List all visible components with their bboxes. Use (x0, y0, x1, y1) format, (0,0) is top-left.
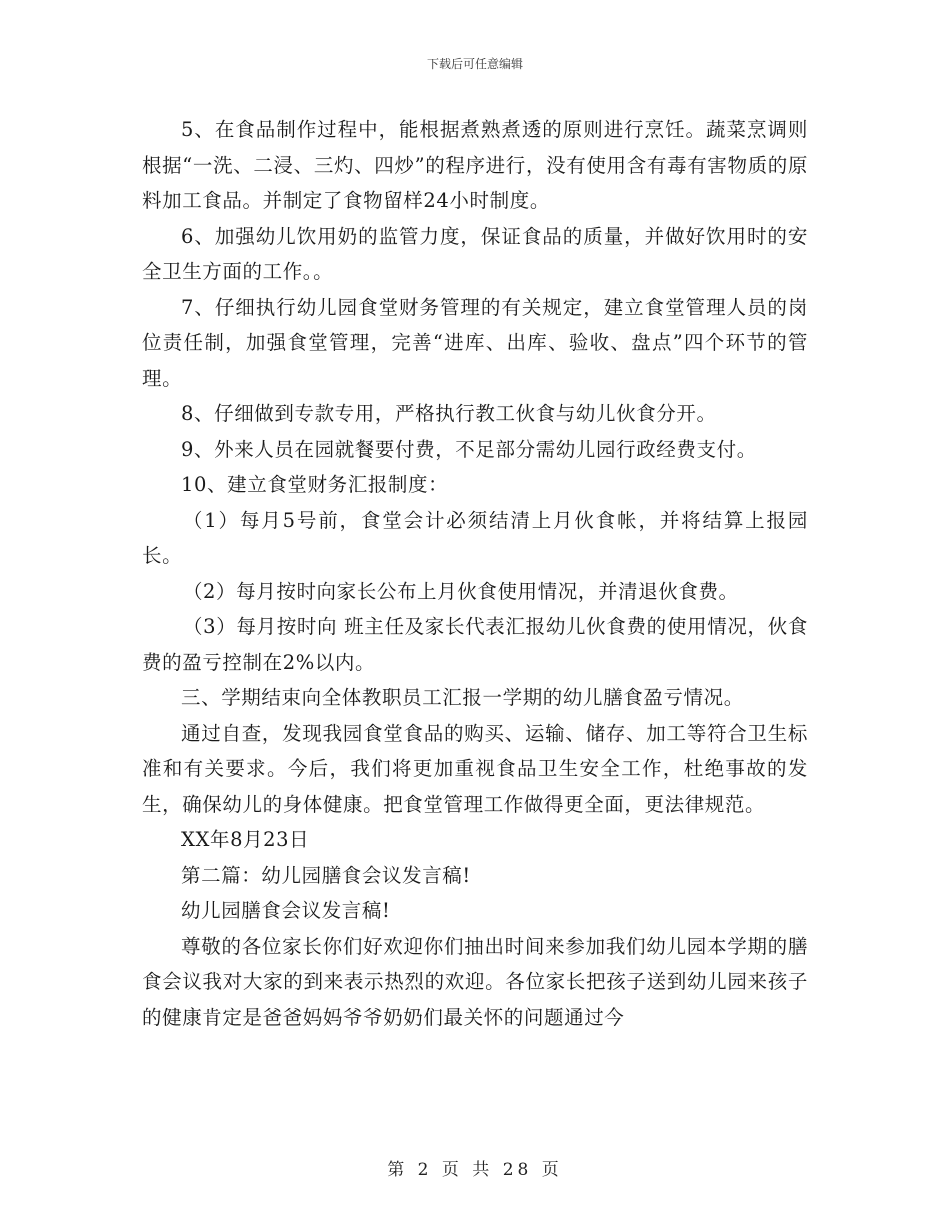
paragraph-item-10: 10、建立食堂财务汇报制度： (181, 473, 449, 496)
paragraph-date: XX年8月23日 (181, 828, 310, 851)
paragraph-section-three: 三、学期结束向全体教职员工汇报一学期的幼儿膳食盈亏情况。 (181, 686, 744, 709)
paragraph-item-7: 7、仔细执行幼儿园食堂财务管理的有关规定，建立食堂管理人员的岗位责任制，加强食堂管理，完善“进库、出库、验收、盘点”四个环节的管理。 (142, 295, 808, 390)
paragraph-subitem-1: （1）每月5号前，食堂会计必须结清上月伙食帐，并将结算上报园长。 (142, 508, 808, 567)
page-header-note: 下载后可任意编辑 (426, 57, 523, 71)
paragraph-speech-opening: 尊敬的各位家长你们好欢迎你们抽出时间来参加我们幼儿园本学期的膳食会议我对大家的到来表示热烈的欢迎。各位家长把孩子送到幼儿园来孩子的健康肯定是爸爸妈妈爷爷奶奶们最关怀的问题通过今 (142, 934, 808, 1029)
paragraph-item-5: 5、在食品制作过程中，能根据煮熟煮透的原则进行烹饪。蔬菜烹调则根据“一洗、二浸、三灼、四炒”的程序进行，没有使用含有毒有害物质的原料加工食品。并制定了食物留样24小时制度。 (142, 118, 808, 212)
document-body (142, 112, 808, 1035)
paragraph-subitem-3: （3）每月按时向 班主任及家长代表汇报幼儿伙食费的使用情况，伙食费的盈亏控制在2%以内。 (142, 615, 808, 674)
paragraph-item-9: 9、外来人员在园就餐要付费，不足部分需幼儿园行政经费支付。 (181, 437, 757, 461)
paragraph-item-6: 6、加强幼儿饮用奶的监管力度，保证食品的质量，并做好饮用时的安全卫生方面的工作。。 (142, 224, 808, 283)
paragraph-subitem-2: （2）每月按时向家长公布上月伙食使用情况，并清退伙食费。 (182, 579, 739, 603)
speech-title: 幼儿园膳食会议发言稿! (181, 899, 391, 922)
paragraph-item-8: 8、仔细做到专款专用，严格执行教工伙食与幼儿伙食分开。 (181, 402, 717, 425)
section-two-heading: 第二篇：幼儿园膳食会议发言稿! (181, 863, 471, 887)
page-number-footer: 第 2 页 共 28 页 (387, 1160, 563, 1180)
paragraph-conclusion: 通过自查，发现我园食堂食品的购买、运输、储存、加工等符合卫生标准和有关要求。今后，我们将更加重视食品卫生安全工作，杜绝事故的发生，确保幼儿的身体健康。把食堂管理工作做得更全面，更法律规范。 (142, 721, 808, 816)
